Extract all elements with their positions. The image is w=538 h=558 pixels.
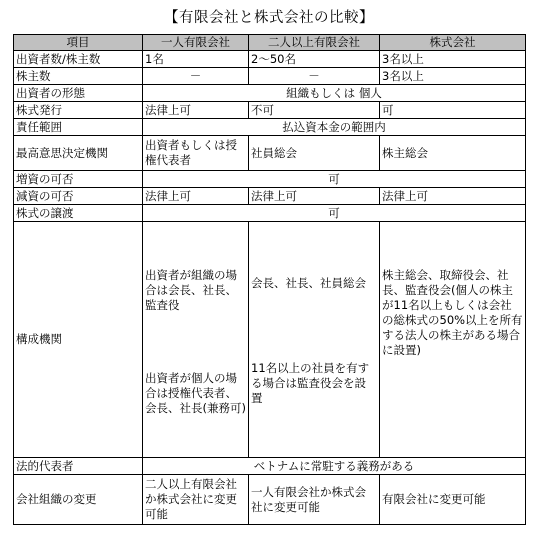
cell-value: － [249, 68, 380, 85]
table-row [14, 171, 526, 188]
table-row [14, 205, 526, 222]
row-label: 責任範囲 [14, 119, 143, 136]
table-row [14, 222, 526, 458]
cell-value: 組織もしくは 個人 [143, 85, 526, 102]
cell-value: 社員総会 [249, 136, 380, 171]
cell-value: 法律上可 [249, 188, 380, 205]
header-cell-multi-person: 二人以上有限会社 [249, 35, 380, 51]
cell-value: 出資者もしくは授権代表者 [143, 136, 249, 171]
row-label: 増資の可否 [14, 171, 143, 188]
cell-value: 3名以上 [380, 51, 526, 68]
cell-value: 二人以上有限会社か株式会社に変更可能 [143, 475, 249, 525]
row-label: 出資者数/株主数 [14, 51, 143, 68]
table-row [14, 119, 526, 136]
cell-value: 法律上可 [380, 188, 526, 205]
cell-value: 可 [380, 102, 526, 119]
header-cell-stock: 株式会社 [380, 35, 526, 51]
cell-value: ベトナムに常駐する義務がある [143, 458, 526, 475]
cell-value: 可 [143, 205, 526, 222]
cell-value: 可 [143, 171, 526, 188]
cell-value: 払込資本金の範囲内 [143, 119, 526, 136]
row-label: 最高意思決定機関 [14, 136, 143, 171]
cell-value: 一人有限会社か株式会社に変更可能 [249, 475, 380, 525]
table-row [14, 458, 526, 475]
structure-one-person-org: 出資者が組織の場合は会長、社長、監査役 [145, 268, 237, 312]
table-row [14, 51, 526, 68]
table-row [14, 85, 526, 102]
row-label: 株式の譲渡 [14, 205, 143, 222]
cell-value: － [143, 68, 249, 85]
cell-value: 株主総会 [380, 136, 526, 171]
comparison-table [13, 34, 526, 525]
table-row [14, 475, 526, 525]
spacer [145, 313, 246, 371]
table-row [14, 136, 526, 171]
table-row [14, 188, 526, 205]
row-label: 構成機関 [14, 222, 143, 458]
table-row [14, 68, 526, 85]
row-label: 株式発行 [14, 102, 143, 119]
structure-multi-person-audit: 11名以上の社員を有する場合は監査役会を設置 [251, 361, 370, 405]
spacer [251, 291, 377, 361]
cell-value: 株主総会、取締役会、社長、監査役会(個人の株主が11名以上もしくは会社の総株式の50%以上を所有する法人の株主がある場合に設置) [380, 222, 526, 458]
header-cell-one-person: 一人有限会社 [143, 35, 249, 51]
header-row [14, 35, 526, 51]
cell-value: 3名以上 [380, 68, 526, 85]
row-label: 株主数 [14, 68, 143, 85]
row-label: 減資の可否 [14, 188, 143, 205]
cell-value: 1名 [143, 51, 249, 68]
row-label: 法的代表者 [14, 458, 143, 475]
structure-multi-person-main: 会長、社長、社員総会 [251, 276, 366, 290]
cell-value [143, 222, 249, 458]
row-label: 出資者の形態 [14, 85, 143, 102]
cell-value [249, 222, 380, 458]
cell-value: 不可 [249, 102, 380, 119]
page-title: 【有限会社と株式会社の比較】 [164, 10, 374, 26]
cell-value: 法律上可 [143, 102, 249, 119]
cell-value: 2〜50名 [249, 51, 380, 68]
row-label: 会社組織の変更 [14, 475, 143, 525]
header-cell-item: 項目 [14, 35, 143, 51]
table-row [14, 102, 526, 119]
structure-one-person-individual: 出資者が個人の場合は授権代表者、会長、社長(兼務可) [145, 371, 246, 415]
cell-value: 法律上可 [143, 188, 249, 205]
cell-value: 有限会社に変更可能 [380, 475, 526, 525]
